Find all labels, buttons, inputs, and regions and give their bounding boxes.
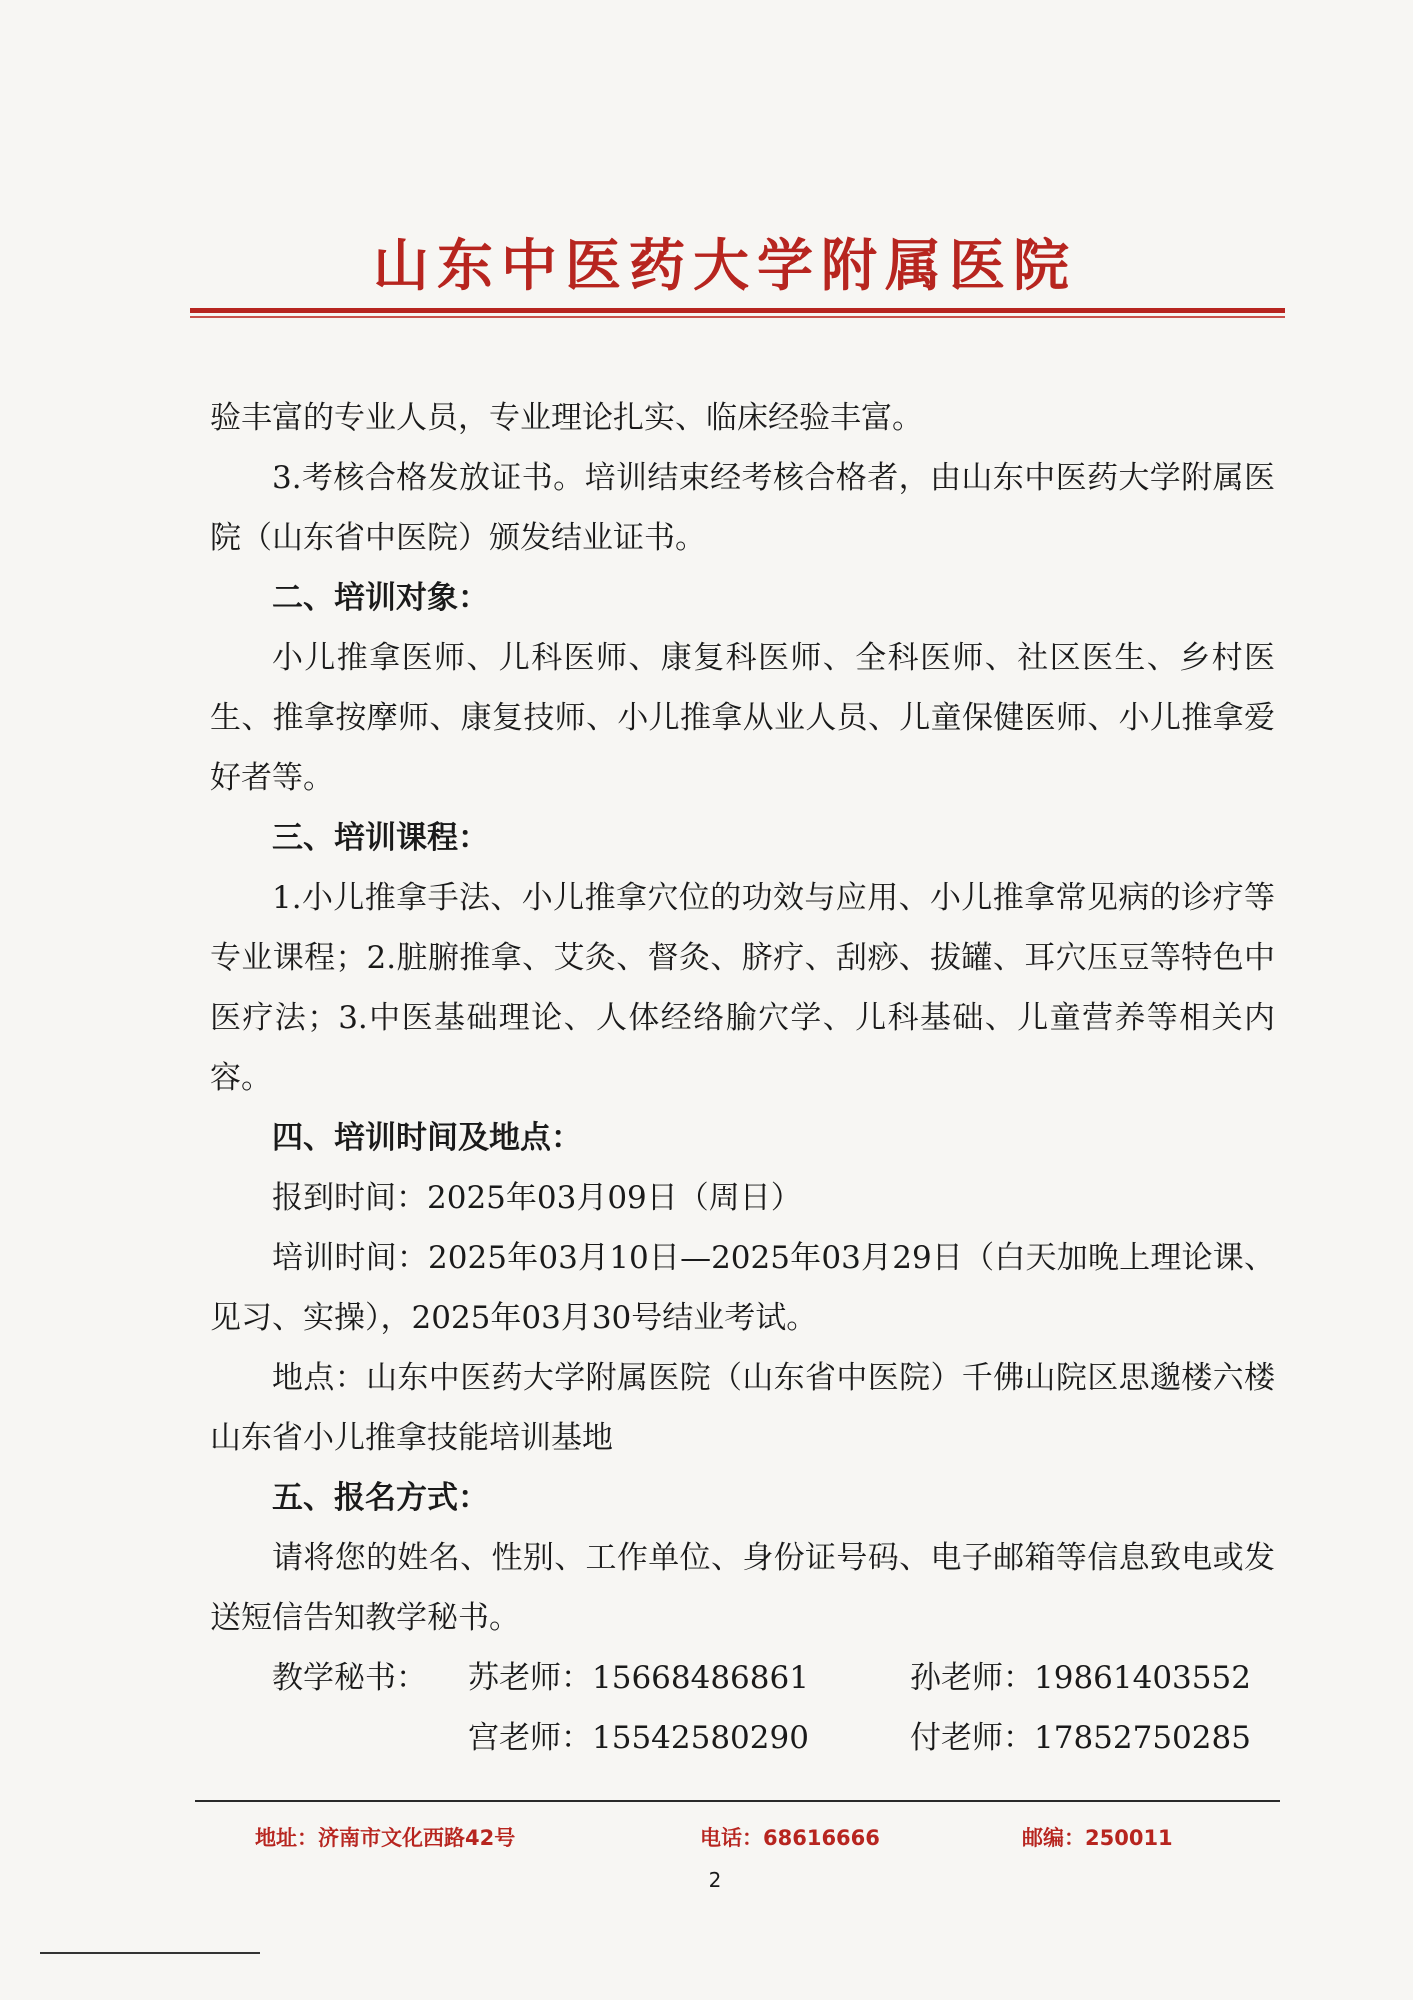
letterhead-rule <box>190 308 1285 313</box>
secretary-row <box>210 1708 1275 1768</box>
paragraph: 1.小儿推拿手法、小儿推拿穴位的功效与应用、小儿推拿常见病的诊疗等专业课程；2.脏腑推拿、艾灸、督灸、脐疗、刮痧、拔罐、耳穴压豆等特色中医疗法；3.中医基础理论、人体经络腧穴学、儿科基础、儿童营养等相关内容。 <box>210 880 1275 1096</box>
footer-phone: 电话：68616666 <box>700 1826 880 1850</box>
page-number: 2 <box>708 1868 722 1892</box>
letterhead-title: 山东中医药大学附属医院 <box>373 233 1077 299</box>
secretary-row <box>210 1648 1275 1708</box>
paragraph: 报到时间：2025年03月09日（周日） <box>272 1180 802 1216</box>
secretary-label: 教学秘书： <box>272 1660 427 1696</box>
paragraph: 3.考核合格发放证书。培训结束经考核合格者，由山东中医药大学附属医院（山东省中医院）颁发结业证书。 <box>210 460 1275 556</box>
paragraph: 地点：山东中医药大学附属医院（山东省中医院）千佛山院区思邈楼六楼山东省小儿推拿技能培训基地 <box>210 1360 1275 1456</box>
paragraph: 验丰富的专业人员，专业理论扎实、临床经验丰富。 <box>210 400 923 436</box>
footer-address: 地址：济南市文化西路42号 <box>255 1826 516 1850</box>
section-heading: 四、培训时间及地点： <box>272 1120 582 1156</box>
paragraph: 请将您的姓名、性别、工作单位、身份证号码、电子邮箱等信息致电或发送短信告知教学秘书。 <box>210 1540 1275 1636</box>
paragraph: 培训时间：2025年03月10日—2025年03月29日（白天加晚上理论课、见习、实操），2025年03月30号结业考试。 <box>210 1240 1275 1336</box>
footer-rule <box>195 1800 1280 1802</box>
scan-artifact-line <box>40 1952 260 1954</box>
footer-postcode: 邮编：250011 <box>1022 1826 1173 1850</box>
paragraph: 小儿推拿医师、儿科医师、康复科医师、全科医师、社区医生、乡村医生、推拿按摩师、康复技师、小儿推拿从业人员、儿童保健医师、小儿推拿爱好者等。 <box>210 640 1275 796</box>
secretary-contact: 孙老师：19861403552 <box>910 1660 1251 1696</box>
section-heading: 五、报名方式： <box>272 1480 489 1516</box>
section-heading: 二、培训对象： <box>272 580 489 616</box>
secretary-contact: 付老师：17852750285 <box>910 1720 1251 1756</box>
secretary-contact: 苏老师：15668486861 <box>468 1660 809 1696</box>
secretary-contact: 宫老师：15542580290 <box>468 1720 809 1756</box>
document-body <box>210 388 1275 1768</box>
section-heading: 三、培训课程： <box>272 820 489 856</box>
letterhead-rule-thin <box>190 316 1285 318</box>
